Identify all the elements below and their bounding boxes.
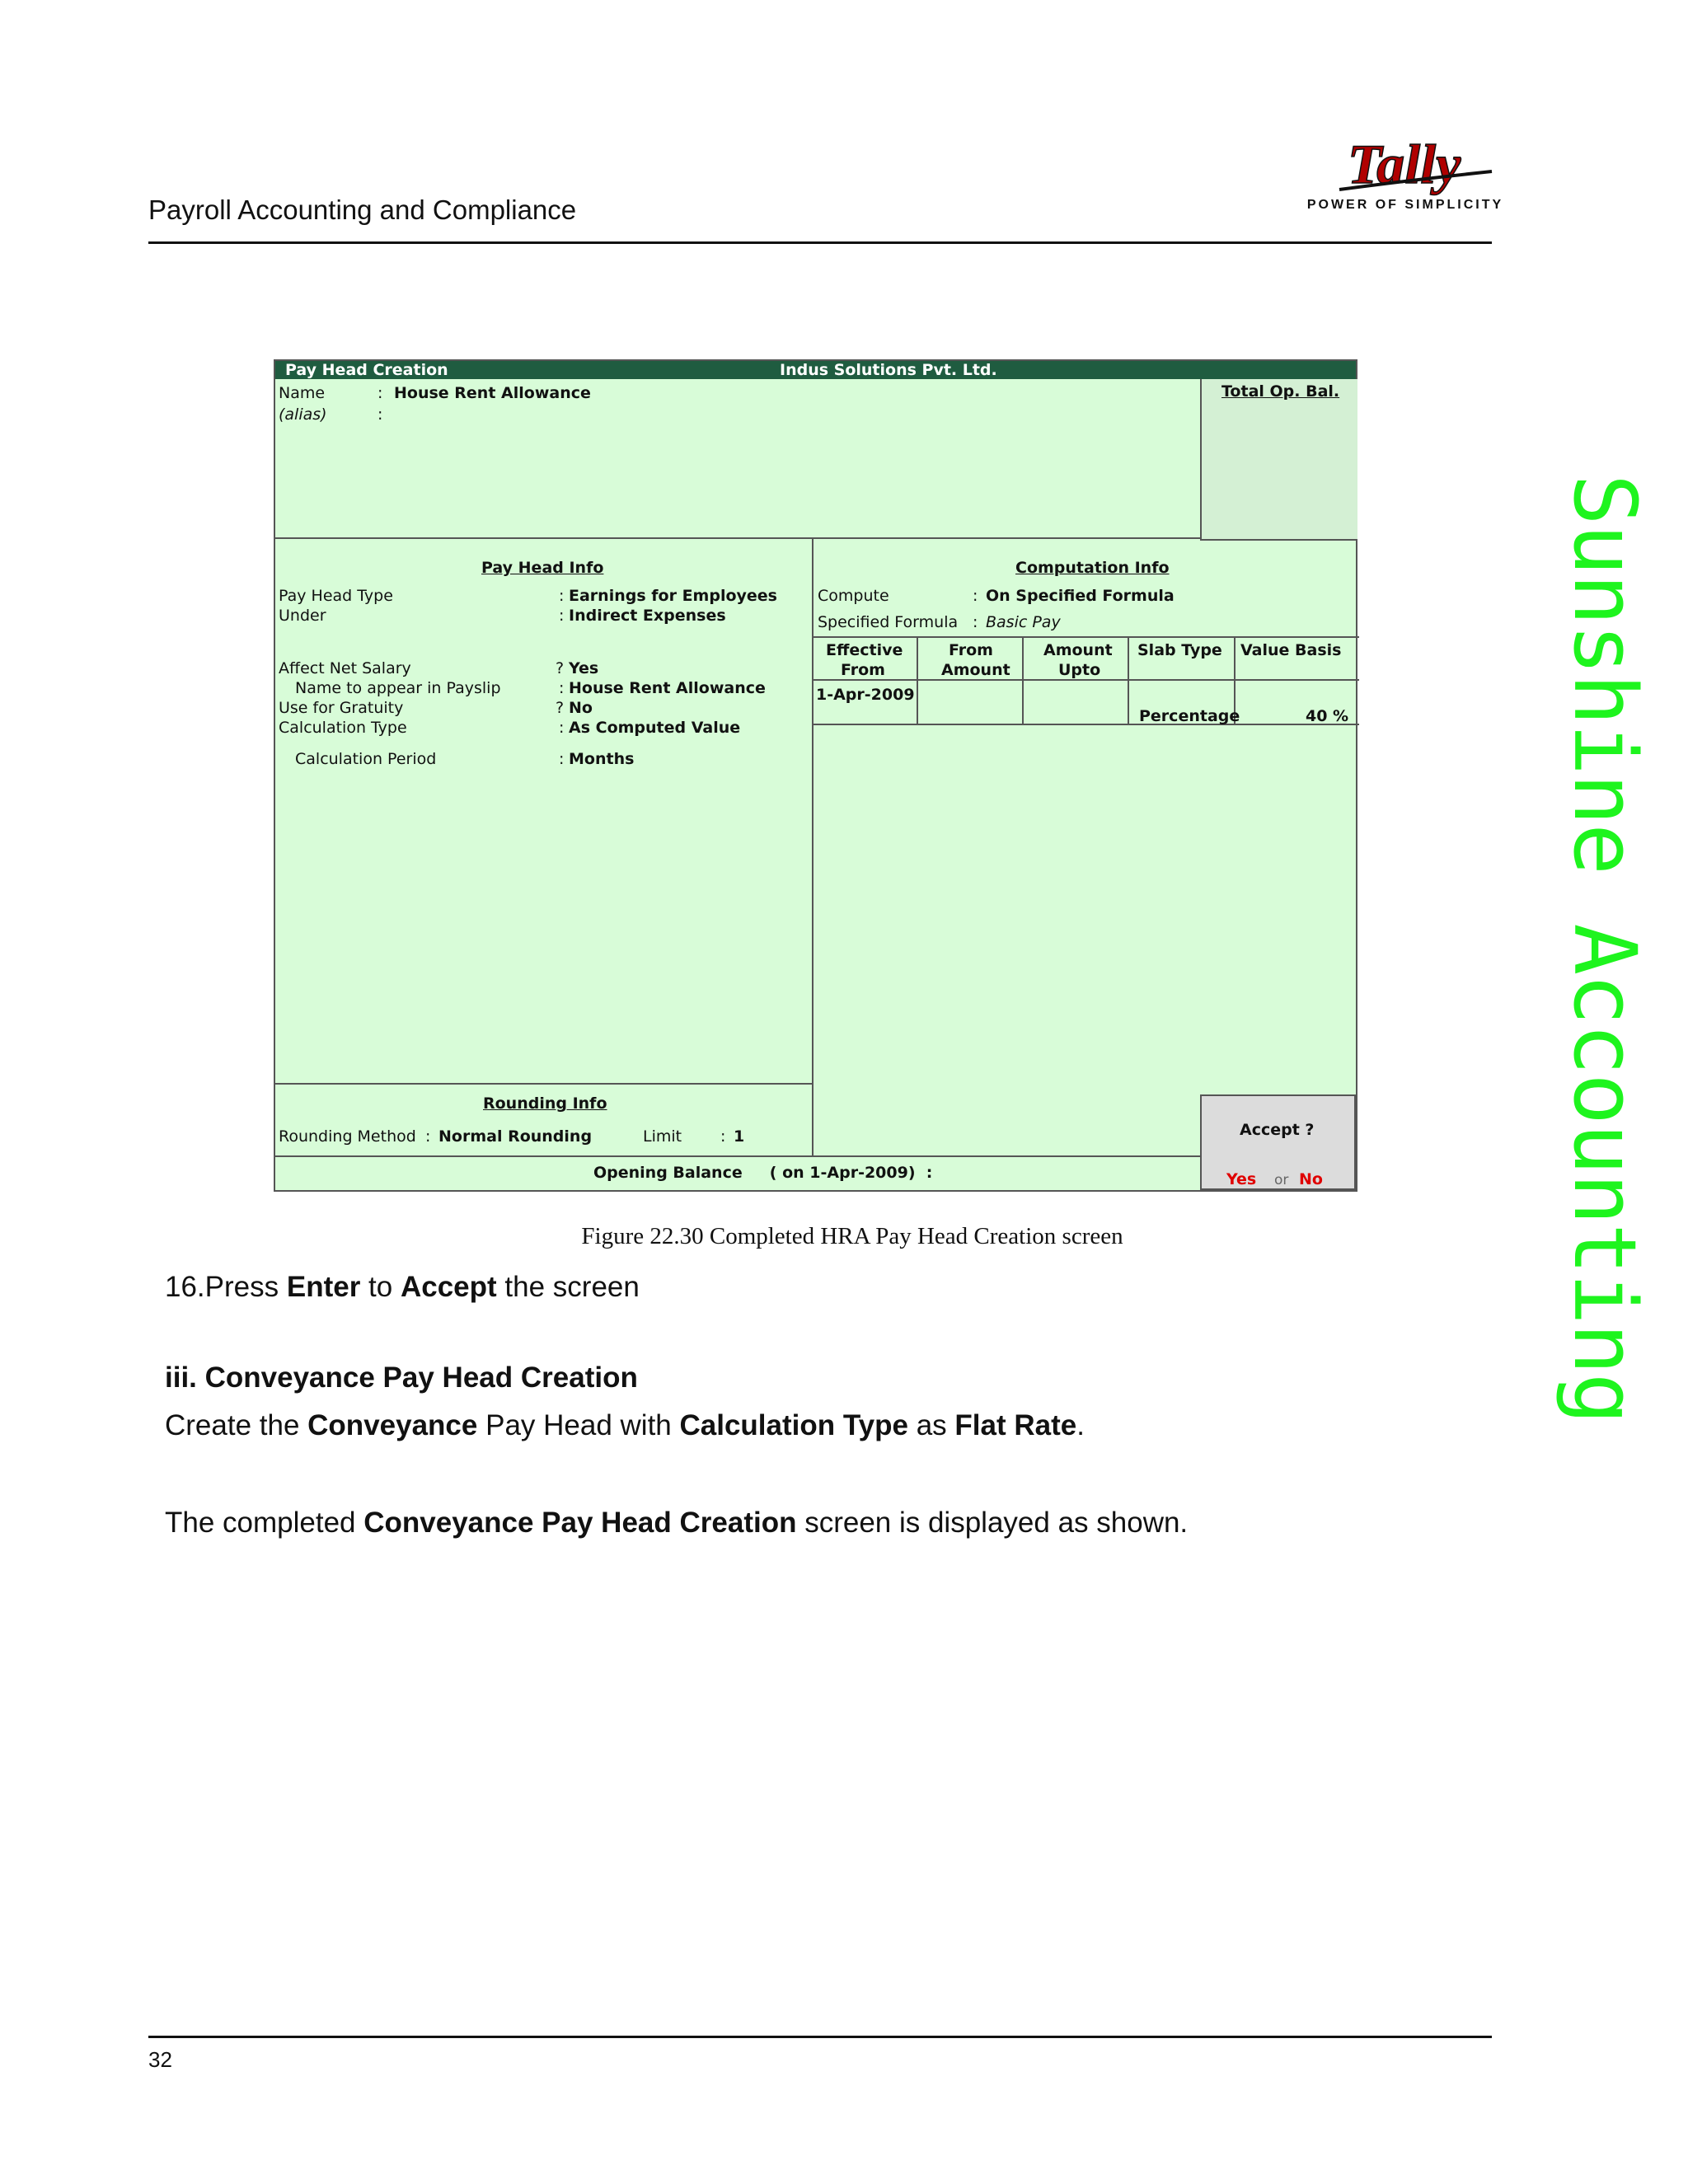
page-number: 32 [148,2047,172,2072]
accept-yes-button[interactable]: Yes [1226,1170,1257,1188]
logo-tagline: POWER OF SIMPLICITY [1306,198,1504,212]
col-value-basis: Value Basis [1240,641,1342,659]
rounding-method-label: Rounding Method [279,1127,416,1146]
compute-field[interactable]: On Specified Formula [986,587,1175,605]
compute-label: Compute [818,587,889,605]
conveyance-screen-note: The completed Conveyance Pay Head Creation screen is displayed as shown. [165,1507,1189,1539]
pay-head-info-heading: Pay Head Info [481,559,604,577]
accept-or-text: or [1274,1172,1289,1188]
payslip-name-field[interactable]: House Rent Allowance [569,679,766,697]
rounding-limit-field[interactable]: 1 [734,1127,745,1146]
screen-titlebar [275,361,1356,379]
accept-no-button[interactable]: No [1299,1170,1323,1188]
col-slab-type: Slab Type [1137,641,1222,659]
col-amount-upto-2: Upto [1058,661,1101,679]
total-op-bal-label: Total Op. Bal. [1221,382,1340,401]
screen-title: Pay Head Creation [285,361,448,379]
alias-field[interactable]: : [377,405,383,424]
calc-period-label: Calculation Period [295,750,437,768]
col-from-amount-1: From [949,641,993,659]
rounding-info-heading: Rounding Info [483,1094,607,1113]
tally-logo [1306,132,1504,224]
col-amount-upto-1: Amount [1043,641,1113,659]
under-field[interactable]: Indirect Expenses [569,607,726,625]
opening-balance-field[interactable]: Opening Balance ( on 1-Apr-2009) : [593,1164,933,1182]
calc-type-field[interactable]: As Computed Value [569,719,741,737]
col-effective-from-1: Effective [826,641,903,659]
calc-type-label: Calculation Type [279,719,407,737]
accept-dialog [1200,1094,1356,1190]
logo-wordmark: Tally [1348,133,1461,195]
footer-divider [148,2036,1492,2038]
col-effective-from-2: From [841,661,885,679]
under-label: Under [279,607,326,625]
rounding-method-field[interactable]: Normal Rounding [438,1127,593,1146]
value-basis-cell[interactable]: 40 % [1306,707,1349,725]
accept-question: Accept ? [1240,1121,1315,1139]
section-heading: iii. Conveyance Pay Head Creation [165,1361,638,1394]
col-from-amount-2: Amount [941,661,1010,679]
computation-info-heading: Computation Info [1015,559,1170,577]
header-divider [148,241,1492,244]
slab-type-cell[interactable]: Percentage [1139,707,1240,725]
payslip-name-label: Name to appear in Payslip [295,679,501,697]
total-op-bal-panel [1200,379,1357,541]
gratuity-label: Use for Gratuity [279,699,404,717]
specified-formula-label: Specified Formula [818,613,959,631]
watermark: Sunshine Accounting [1554,474,1655,1423]
name-field[interactable]: House Rent Allowance [394,384,591,402]
specified-formula-field[interactable]: Basic Pay [986,613,1061,631]
affect-net-salary-field[interactable]: Yes [569,659,599,677]
page-header-title: Payroll Accounting and Compliance [148,194,577,225]
affect-net-salary-label: Affect Net Salary [279,659,411,677]
pay-head-type-field[interactable]: Earnings for Employees [569,587,777,605]
slab-effective-from-cell[interactable]: 1-Apr-2009 [816,686,915,704]
figure-caption: Figure 22.30 Completed HRA Pay Head Creation screen [581,1223,1123,1249]
company-name: Indus Solutions Pvt. Ltd. [780,361,997,379]
calc-period-field[interactable]: Months [569,750,635,768]
step-16-text: 16.Press Enter to Accept the screen [165,1271,640,1303]
pay-head-type-label: Pay Head Type [279,587,393,605]
rounding-limit-label: Limit [643,1127,682,1146]
conveyance-instruction: Create the Conveyance Pay Head with Calculation Type as Flat Rate. [165,1409,1085,1441]
name-label: Name [279,384,326,402]
pay-head-creation-screen: Pay Head Creation Indus Solutions Pvt. Ltd. Name : House Rent Allowance (alias) : Total Op. Bal. Pay Head Info Pay Head Type : Earnings for Employees Under : Indirect Expenses Affect Net Salary ? Yes Name to appear in Payslip : House Rent Allowance Use for Gratuity ? No Calculation Type : As Computed Value Calculation Period : Months Computation Info Compute : On Specified Formula Specified Formula : Basic Pay Effective From From Amount Amount Upto Slab Type Value Basis 1-Apr-2009 Percentage 40 % Rounding Info Rounding Method : Normal Rounding Limit : 1 Opening Balance ( on 1-Apr-2009) : Accept ? Yes or No [274,359,1357,1192]
alias-label: (alias) [279,405,327,424]
gratuity-field[interactable]: No [569,699,593,717]
